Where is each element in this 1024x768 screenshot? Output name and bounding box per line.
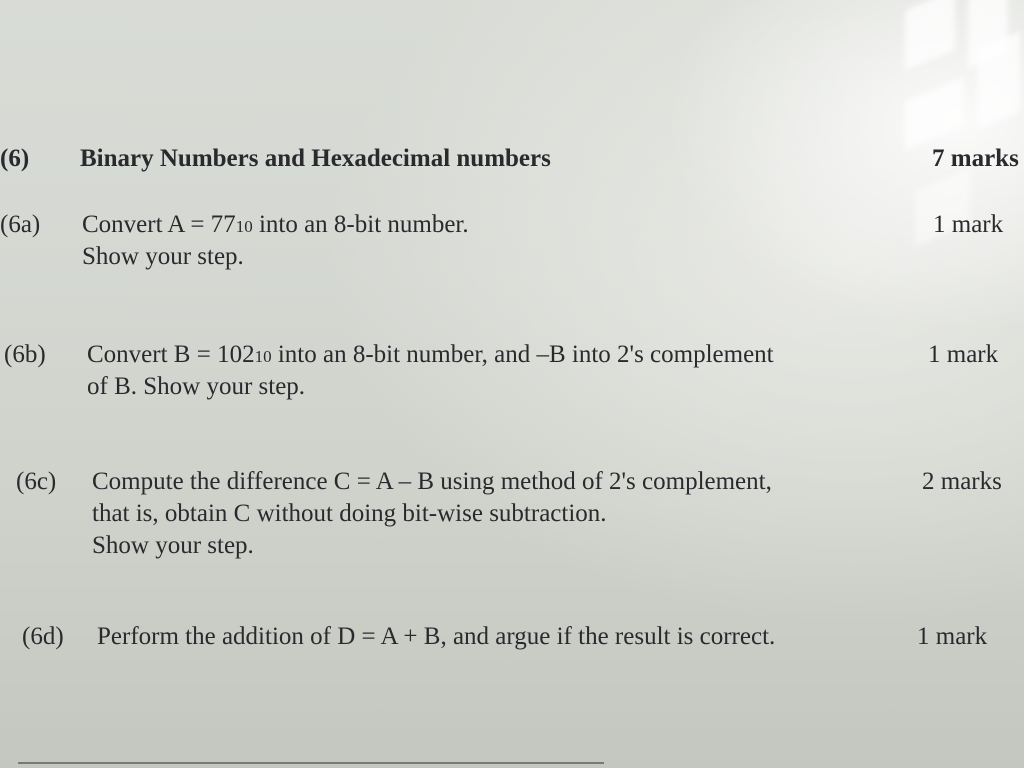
question-6c-line-3: Show your step. — [92, 532, 254, 559]
question-6a-marks: 1 mark — [933, 211, 1004, 238]
question-6b-base-subscript: 10 — [254, 347, 272, 366]
question-6b-text-post: into an 8-bit number, and –B into 2's complement — [271, 341, 774, 368]
question-6d-marks: 1 mark — [917, 623, 988, 650]
question-6a-base-subscript: 10 — [235, 217, 253, 236]
section-number: (6) — [0, 145, 30, 172]
question-6d-label: (6d) — [22, 623, 64, 650]
window-glare-4 — [978, 32, 1020, 129]
question-6b-text-pre: Convert B = 102 — [87, 341, 255, 368]
question-6a-label: (6a) — [0, 211, 41, 238]
question-6b-label: (6b) — [4, 341, 46, 368]
question-6c-line-2: that is, obtain C without doing bit-wise subtraction. — [92, 500, 607, 527]
question-6b-line-2: of B. Show your step. — [87, 373, 306, 400]
page-bottom-rule — [18, 762, 604, 764]
question-6c-label: (6c) — [16, 468, 57, 495]
question-6c-line-1: Compute the difference C = A – B using method of 2's complement, — [92, 468, 772, 495]
section-title: Binary Numbers and Hexadecimal numbers — [80, 145, 551, 172]
question-6b-marks: 1 mark — [928, 341, 999, 368]
window-glare-3 — [905, 78, 963, 149]
question-6b-line-1 — [87, 339, 774, 370]
window-glare-1 — [905, 0, 955, 70]
question-6c-marks: 2 marks — [922, 468, 1002, 495]
question-6a-text-pre: Convert A = 77 — [82, 211, 236, 238]
question-6d-line-1: Perform the addition of D = A + B, and argue if the result is correct. — [97, 623, 776, 650]
question-6a-line-2: Show your step. — [82, 243, 244, 270]
question-6a-line-1 — [82, 209, 469, 240]
section-total-marks: 7 marks — [932, 145, 1019, 172]
question-6a-text-post: into an 8-bit number. — [252, 211, 469, 238]
